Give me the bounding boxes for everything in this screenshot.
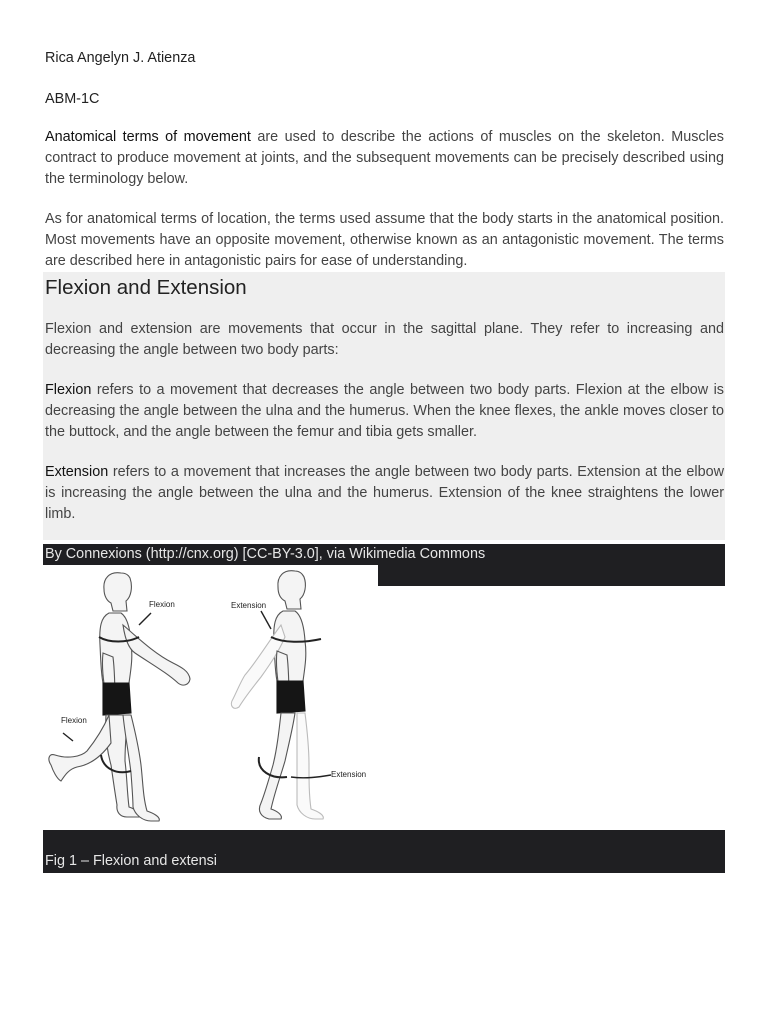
figure-illustration	[43, 565, 378, 830]
label-extension-leg: Extension	[331, 770, 367, 779]
figure-left-body	[49, 573, 190, 821]
figure-credit: By Connexions (http://cnx.org) [CC-BY-3.0], via Wikimedia Commons	[45, 546, 486, 562]
extension-paragraph	[45, 462, 724, 525]
extension-paragraph-text: refers to a movement that increases the angle between two body parts. Extension at the elbow is increasing the angle between the ulna and the humerus. Extension of the knee straightens the lower limb.	[45, 464, 724, 522]
label-flexion-arm: Flexion	[149, 600, 175, 609]
class-section: ABM-1C	[45, 91, 100, 107]
label-extension-arm: Extension	[231, 601, 267, 610]
flexion-paragraph	[45, 380, 724, 443]
section-intro-paragraph: Flexion and extension are movements that occur in the sagittal plane. They refer to increasing and decreasing the angle between two body parts:	[45, 321, 724, 358]
term-flexion: Flexion	[45, 382, 92, 398]
author-name: Rica Angelyn J. Atienza	[45, 50, 196, 66]
figure-left-shoulder-pointer	[139, 613, 151, 625]
figure-caption-bar	[43, 830, 725, 873]
intro-paragraph-1-text: are used to describe the actions of muscles on the skeleton. Muscles contract to produce movement at joints, and the subsequent movements can be precisely described using the terminology below.	[45, 129, 724, 187]
intro-paragraph-1	[45, 127, 724, 190]
figure-left-knee-pointer	[63, 733, 73, 741]
label-flexion-leg: Flexion	[61, 716, 87, 725]
figure-caption: Fig 1 – Flexion and extensi	[45, 853, 217, 869]
figure-right-shoulder-pointer	[261, 611, 271, 629]
term-extension: Extension	[45, 464, 109, 480]
section-heading: Flexion and Extension	[45, 276, 247, 299]
flexion-extension-figure	[43, 565, 378, 830]
term-anatomical-movement: Anatomical terms of movement	[45, 129, 251, 145]
flexion-paragraph-text: refers to a movement that decreases the angle between two body parts. Flexion at the elbow is decreasing the angle between the ulna and the humerus. When the knee flexes, the ankle moves closer to the buttock, and the angle between the femur and tibia gets smaller.	[45, 382, 724, 440]
intro-paragraph-2: As for anatomical terms of location, the terms used assume that the body starts in the anatomical position. Most movements have an opposite movement, otherwise known as an antagonistic movement. The terms are described here in antagonistic pairs for ease of understanding.	[45, 211, 724, 269]
